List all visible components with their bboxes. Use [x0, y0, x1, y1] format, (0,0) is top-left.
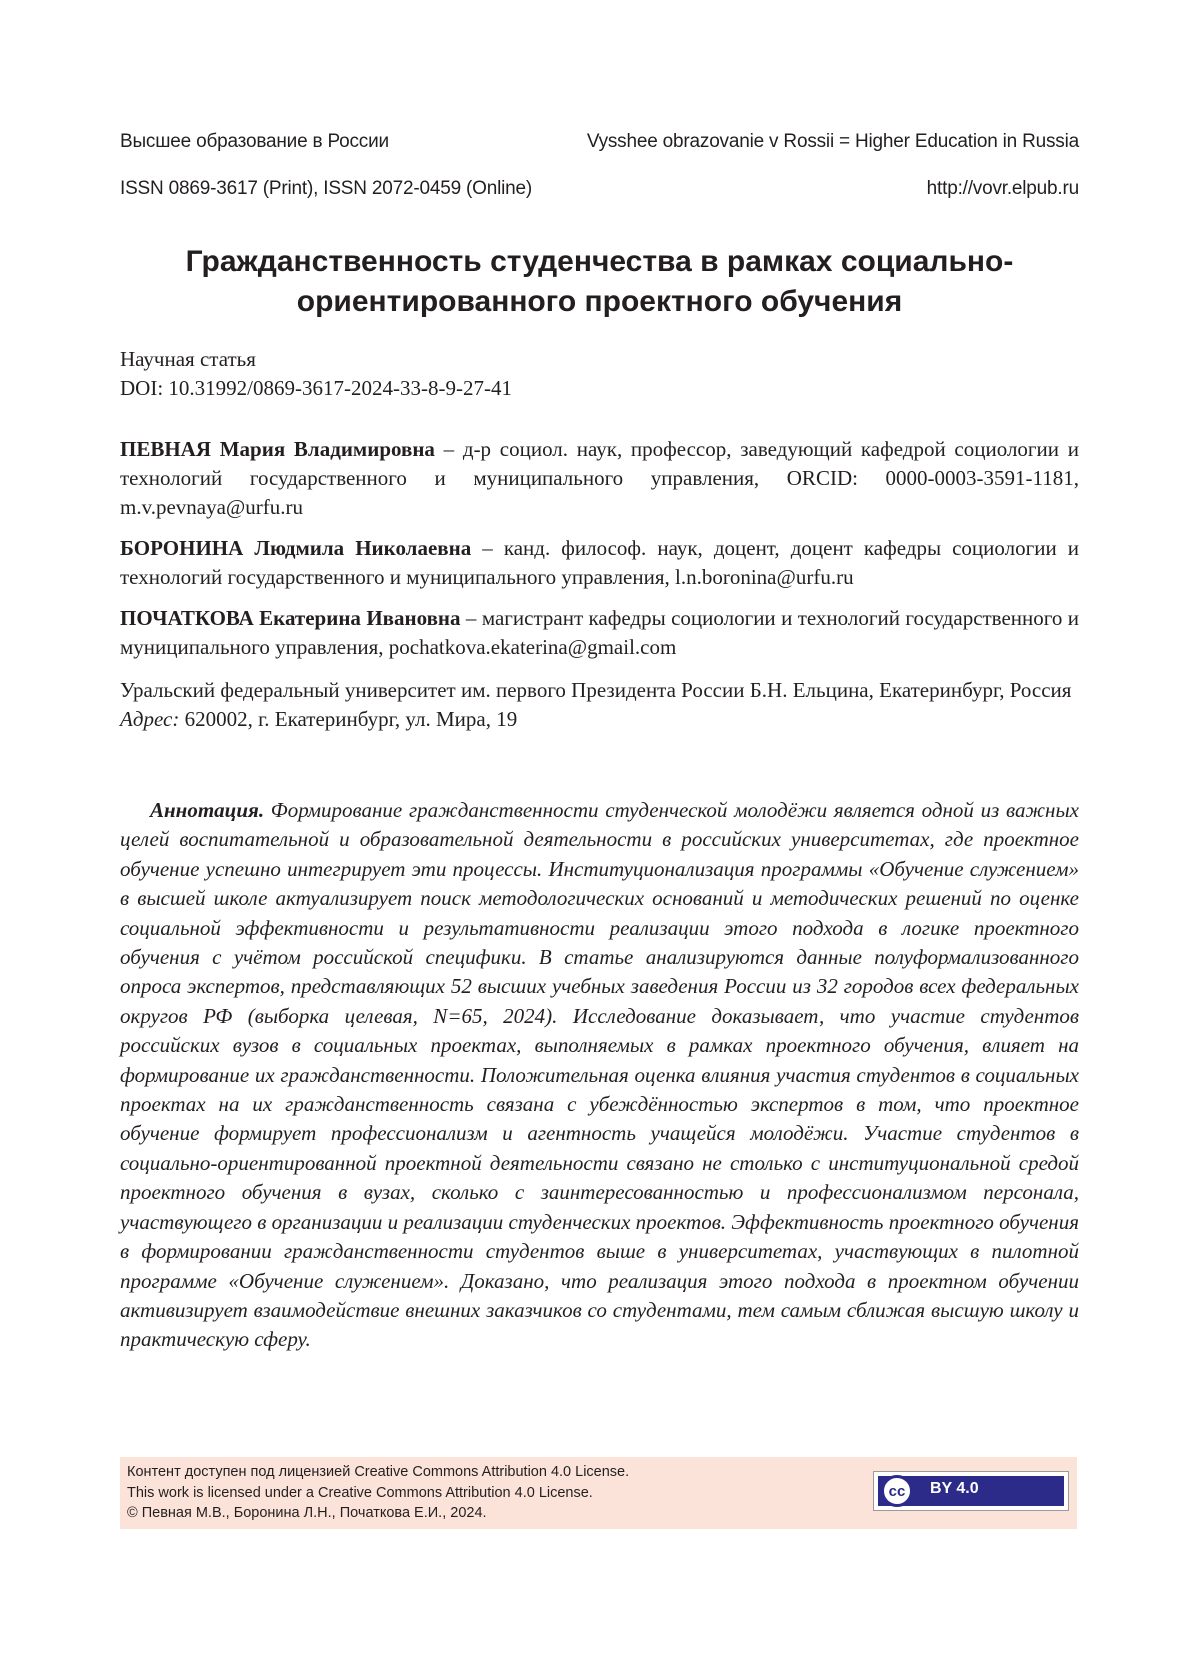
- license-line-ru: Контент доступен под лицензией Creative Commons Attribution 4.0 License.: [127, 1464, 630, 1480]
- article-title: [120, 242, 1079, 322]
- author-1: [120, 435, 1079, 522]
- journal-url[interactable]: http://vovr.elpub.ru: [926, 178, 1079, 199]
- title-line-1: Гражданственность студенчества в рамках социально-: [185, 245, 1014, 278]
- abstract-text: Формирование гражданственности студенческой молодёжи является одной из важных целей воспитательной и образовательной деятельности в российских университетах, где проектное обучение успешно интегрирует эти процессы. Институционализация программы «Обучение служением» в высшей школе актуализирует поиск методологических оснований и методических решений по оценке социальной эффективности и результативности реализации этого подхода в логике проектного обучения с учётом российской специфики. В статье анализируются данные полуформализованного опроса экспертов, представляющих 52 высших учебных заведения России из 32 городов всех федеральных округов РФ (выборка целевая, N=65, 2024). Исследование доказывает, что участие студентов российских вузов в социальных проектах, выполняемых в рамках проектного обучения, влияет на формирование их гражданственности. Положительная оценка влияния участия студентов в социальных проектах на их гражданственность связана с убеждённостью экспертов в том, что проектное обучение формирует профессионализм и агентность учащейся молодёжи. Участие студентов в социально-ориентированной проектной деятельности связано не столько с институциональной средой проектного обучения в вузах, сколько с заинтересованностью и профессионализмом персонала, участвующего в организации и реализации студенческих проектов. Эффективность проектного обучения в формировании гражданственности студентов выше в университетах, участвующих в пилотной программе «Обучение служением». Доказано, что реализация этого подхода в проектном обучении активизирует взаимодействие внешних заказчиков со студентами, тем самым сближая высшую школу и практическую сферу.: [120, 798, 1079, 1352]
- author-1-name: ПЕВНАЯ Мария Владимировна: [120, 437, 435, 461]
- copyright-line: © Певная М.В., Боронина Л.Н., Початкова Е.И., 2024.: [127, 1505, 487, 1521]
- author-2-name: БОРОНИНА Людмила Николаевна: [120, 536, 472, 560]
- cc-by-badge[interactable]: [873, 1471, 1069, 1511]
- university: Уральский федеральный университет им. первого Президента России Б.Н. Ельцина, Екатеринбург, Россия: [120, 678, 1072, 702]
- author-3: [120, 604, 1079, 662]
- author-1-details: – д-р социол. наук, профессор, заведующий кафедрой социологии и технологий государственного и муниципального управления, ORCID: 0000-0003-3591-1181, m.v.pevnaya@urfu.ru: [120, 437, 1079, 519]
- address: [120, 705, 1079, 734]
- author-3-name: ПОЧАТКОВА Екатерина Ивановна: [120, 606, 461, 630]
- cc-icon: cc: [881, 1475, 913, 1507]
- journal-title-ru: Высшее образование в России: [120, 131, 389, 152]
- author-3-details: – магистрант кафедры социологии и технологий государственного и муниципального управления, pochatkova.ekaterina@gmail.com: [120, 606, 1080, 659]
- cc-badge-band: [878, 1476, 1064, 1506]
- affiliation: [120, 676, 1079, 734]
- abstract: [120, 796, 1079, 1355]
- article-doi[interactable]: DOI: 10.31992/0869-3617-2024-33-8-9-27-41: [120, 376, 512, 400]
- article-meta: [120, 345, 512, 403]
- address-label: Адрес:: [120, 707, 180, 731]
- article-type: Научная статья: [120, 347, 256, 371]
- cc-badge-label: BY 4.0: [930, 1480, 979, 1497]
- author-2: [120, 534, 1079, 592]
- author-2-details: – канд. философ. наук, доцент, доцент кафедры социологии и технологий государственного и муниципального управления, l.n.boronina@urfu.ru: [120, 536, 1079, 589]
- license-line-en: This work is licensed under a Creative Commons Attribution 4.0 License.: [127, 1484, 593, 1501]
- issn: ISSN 0869-3617 (Print), ISSN 2072-0459 (Online): [120, 178, 532, 199]
- abstract-label: Аннотация.: [150, 798, 265, 822]
- license-box: [120, 1457, 1077, 1529]
- title-line-2: ориентированного проектного обучения: [296, 285, 903, 318]
- license-text: [127, 1462, 629, 1524]
- journal-title-en: Vysshee obrazovanie v Rossii = Higher Education in Russia: [586, 131, 1079, 152]
- address-value: 620002, г. Екатеринбург, ул. Мира, 19: [179, 707, 518, 731]
